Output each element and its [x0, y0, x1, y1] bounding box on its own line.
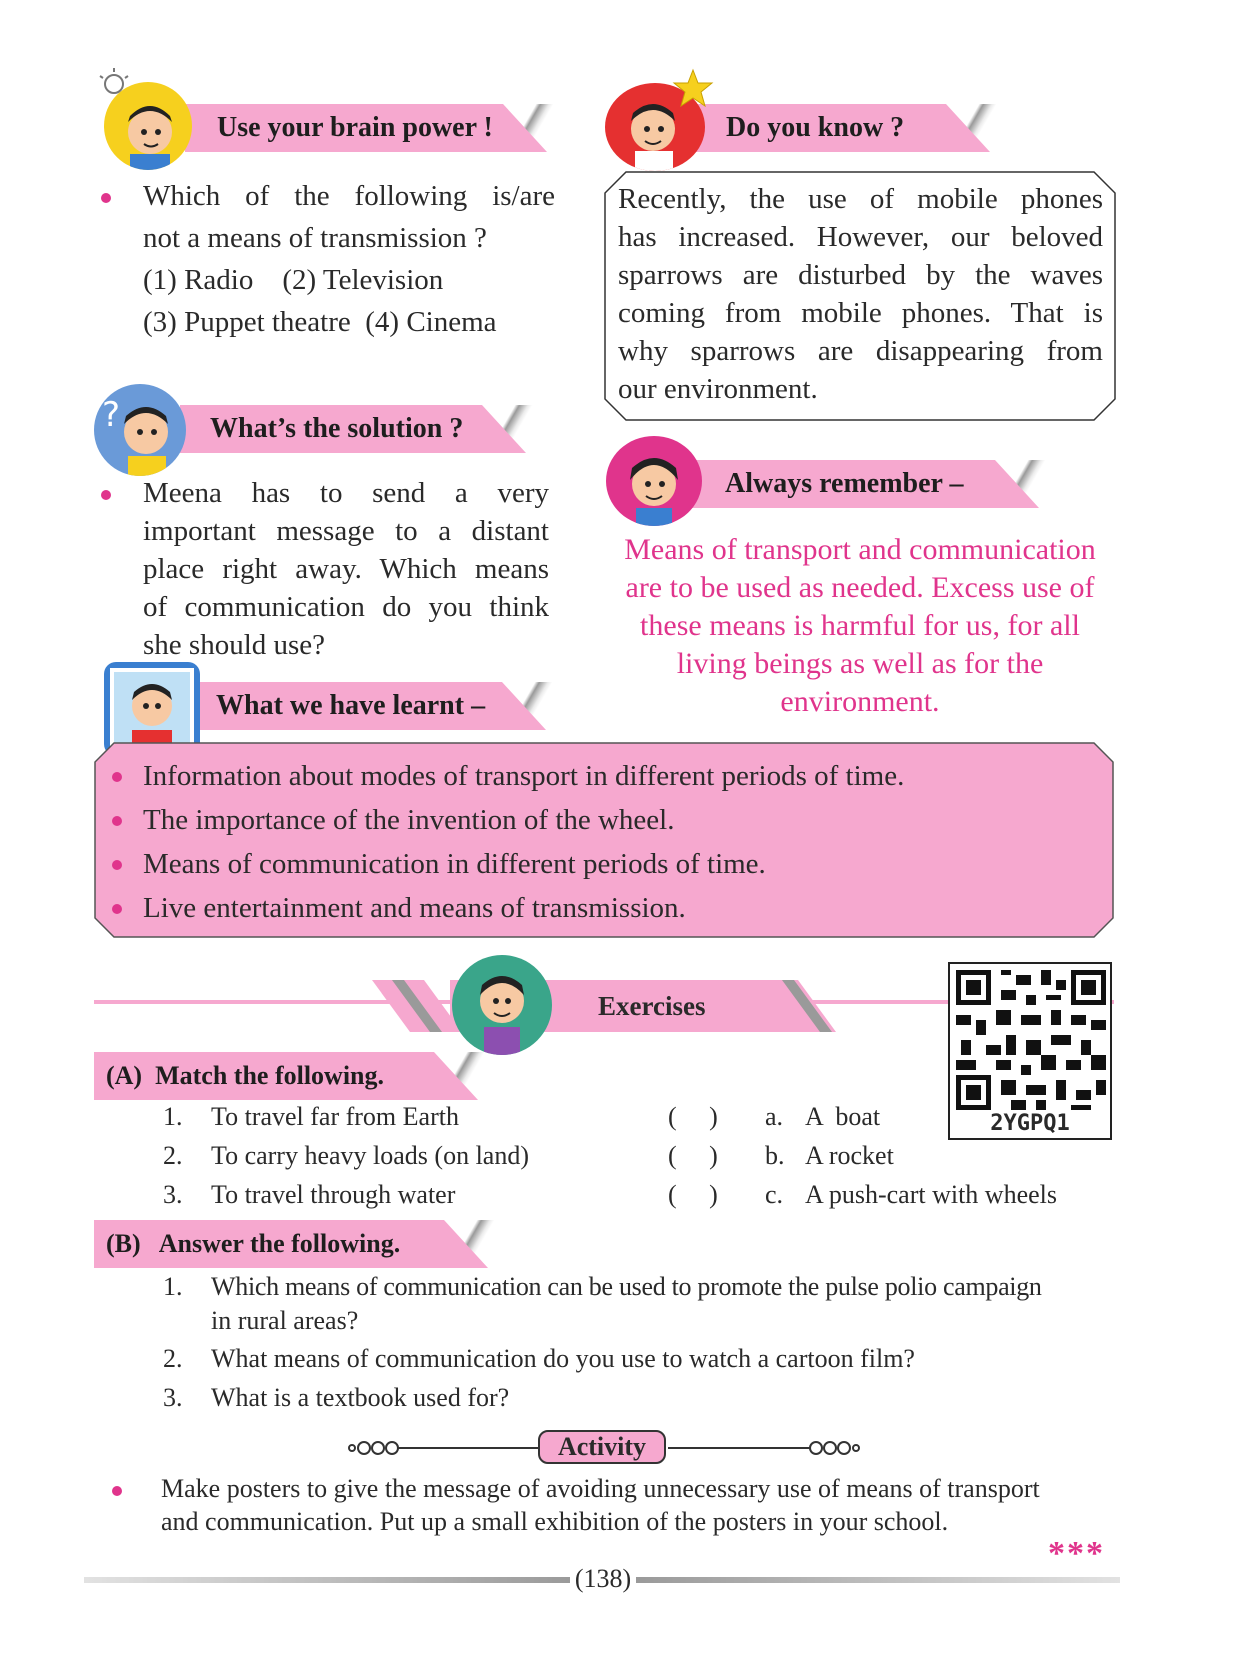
bullet	[101, 490, 111, 500]
learnt-item: Means of communication in different periods of time.	[143, 848, 766, 880]
match-num: 3.	[163, 1180, 183, 1209]
bullet	[101, 193, 111, 203]
match-right-item: A boat	[805, 1102, 881, 1131]
answer-num: 2.	[163, 1344, 183, 1373]
always-remember-banner	[665, 460, 995, 508]
match-right-item: A rocket	[805, 1141, 894, 1170]
solution-title: What’s the solution ?	[210, 413, 464, 444]
always-remember-title: Always remember –	[725, 468, 964, 499]
brain-options-line: (1) Radio (2) Television	[143, 264, 444, 296]
match-letter: b.	[765, 1141, 785, 1170]
remember-line: are to be used as needed. Excess use of	[625, 571, 1095, 604]
answer-question: in rural areas?	[211, 1306, 359, 1335]
match-title: (A) Match the following.	[106, 1061, 385, 1090]
bullet	[112, 904, 122, 914]
do-you-know-title: Do you know ?	[726, 112, 905, 143]
solution-banner	[180, 405, 482, 453]
footer-rule-right	[636, 1577, 1120, 1583]
bullet	[112, 1486, 122, 1496]
always-remember-text	[590, 531, 1130, 721]
brain-power-title: Use your brain power !	[217, 112, 493, 143]
bullet	[112, 816, 122, 826]
confused-boy-icon	[94, 384, 186, 476]
answer-banner	[94, 1220, 444, 1268]
match-left-item: To travel far from Earth	[211, 1102, 459, 1131]
exercises-banner-left-stripe	[372, 980, 462, 1032]
solution-line: Meena has to send a very	[143, 477, 549, 509]
learnt-title: What we have learnt –	[216, 690, 486, 721]
match-letter: a.	[765, 1102, 784, 1131]
match-right-item: A push-cart with wheels	[805, 1180, 1058, 1209]
page-number: (138)	[574, 1564, 632, 1593]
solution-line: of communication do you think	[143, 591, 549, 623]
qr-code-label: 2YGPQ1	[990, 1111, 1070, 1136]
activity-line: Make posters to give the message of avoiding unnecessary use of means of transport	[161, 1474, 1040, 1503]
know-line: coming from mobile phones. That is	[618, 297, 1103, 329]
exercises-banner-right-stripe	[772, 980, 836, 1032]
know-line: our environment.	[618, 373, 818, 405]
remember-line: environment.	[780, 685, 940, 718]
match-left-item: To carry heavy loads (on land)	[211, 1141, 530, 1170]
match-letter: c.	[765, 1180, 784, 1209]
girl-icon	[606, 436, 702, 526]
brain-options-line: (3) Puppet theatre (4) Cinema	[143, 306, 497, 338]
know-line: why sparrows are disappearing from	[618, 335, 1103, 367]
match-num: 1.	[163, 1102, 183, 1131]
solution-line: she should use?	[143, 629, 326, 661]
match-answer-blank[interactable]: ( )	[668, 1102, 718, 1131]
bullet	[112, 772, 122, 782]
solution-line: place right away. Which means	[143, 553, 549, 585]
remember-line: living beings as well as for the	[676, 647, 1044, 680]
remember-line: these means is harmful for us, for all	[640, 609, 1080, 642]
know-line: Recently, the use of mobile phones	[618, 183, 1103, 215]
match-left-item: To travel through water	[211, 1180, 456, 1209]
svg-text:?: ?	[102, 395, 121, 435]
answer-question: What means of communication do you use to watch a cartoon film?	[211, 1344, 915, 1373]
answer-num: 3.	[163, 1383, 183, 1412]
exercises-title: Exercises	[598, 991, 706, 1021]
bullet	[112, 860, 122, 870]
match-num: 2.	[163, 1141, 183, 1170]
activity-line: and communication. Put up a small exhibition of the posters in your school.	[161, 1507, 949, 1536]
learnt-item: Information about modes of transport in different periods of time.	[143, 760, 905, 792]
qr-code[interactable]	[948, 962, 1112, 1140]
know-line: sparrows are disturbed by the waves	[618, 259, 1103, 291]
match-banner	[94, 1052, 434, 1100]
activity-label: Activity	[538, 1430, 666, 1464]
learnt-item: The importance of the invention of the wheel.	[143, 804, 675, 836]
star-icon	[672, 68, 714, 108]
match-answer-blank[interactable]: ( )	[668, 1180, 718, 1209]
brain-question-line: Which of the following is/are	[143, 180, 555, 212]
brain-question-line: not a means of transmission ?	[143, 222, 487, 254]
qr-code-icon	[956, 970, 1106, 1110]
answer-title: (B) Answer the following.	[106, 1229, 401, 1258]
solution-line: important message to a distant	[143, 515, 549, 547]
answer-question: What is a textbook used for?	[211, 1383, 510, 1412]
pointing-boy-icon	[452, 955, 552, 1055]
know-line: has increased. However, our beloved	[618, 221, 1103, 253]
remember-line: Means of transport and communication	[624, 533, 1096, 566]
brain-power-banner	[185, 104, 503, 152]
learnt-banner	[182, 682, 502, 730]
match-answer-blank[interactable]: ( )	[668, 1141, 718, 1170]
solution-text	[143, 474, 549, 664]
bulb-icon	[94, 66, 134, 102]
do-you-know-text	[618, 180, 1103, 408]
learnt-item: Live entertainment and means of transmission.	[143, 892, 686, 924]
end-stars: ***	[1048, 1535, 1105, 1572]
answer-num: 1.	[163, 1272, 183, 1301]
answer-question: Which means of communication can be used to promote the pulse polio campaign	[211, 1272, 1042, 1301]
footer-rule-left	[84, 1577, 570, 1583]
